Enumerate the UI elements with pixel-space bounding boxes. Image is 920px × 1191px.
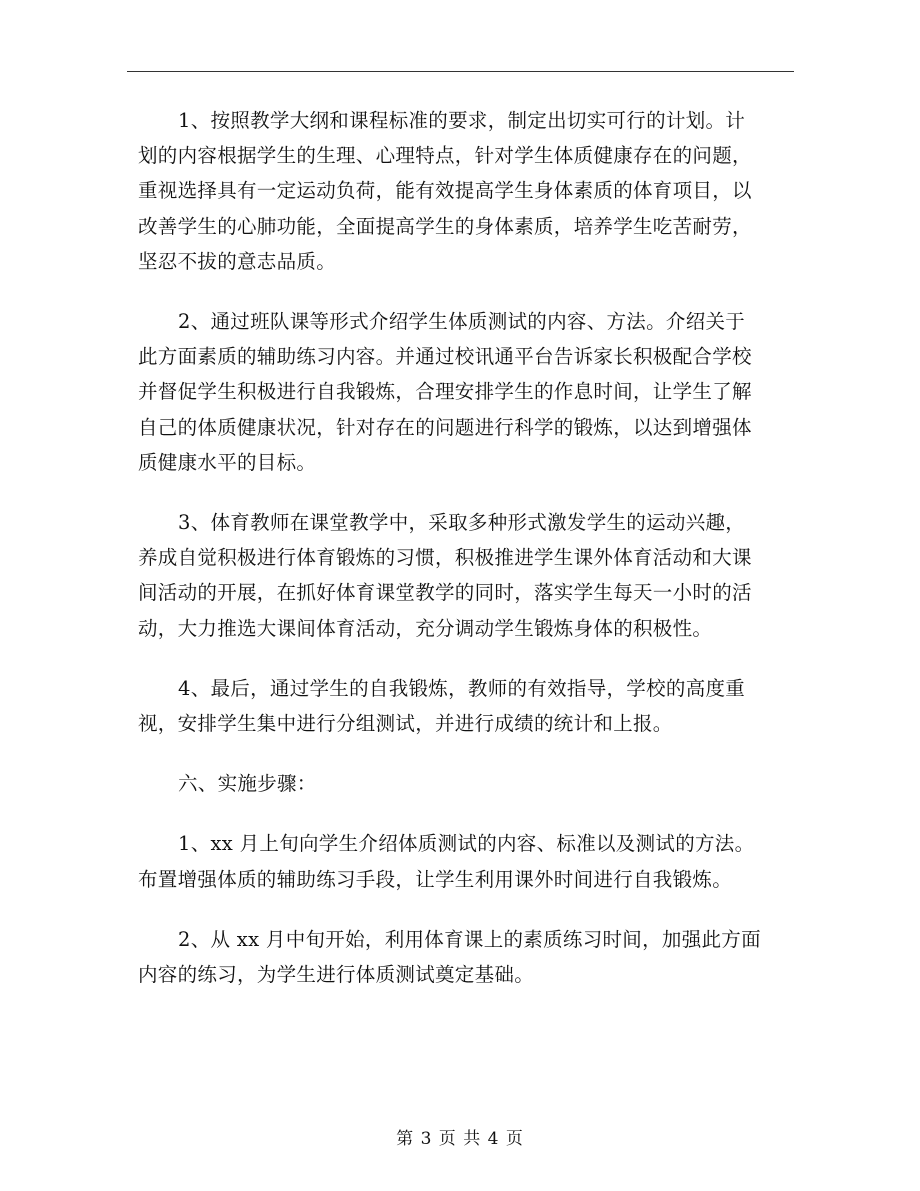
text-line: 此方面素质的辅助练习内容。并通过校讯通平台告诉家长积极配合学校	[138, 345, 752, 369]
text-line: 1、xx 月上旬向学生介绍体质测试的内容、标准以及测试的方法。	[178, 832, 755, 856]
section-heading	[138, 766, 798, 801]
paragraph-5	[138, 826, 798, 896]
paragraph-6	[138, 922, 798, 992]
paragraph-3	[138, 505, 798, 646]
header-rule	[127, 71, 794, 72]
text-line: 3、体育教师在课堂教学中，采取多种形式激发学生的运动兴趣，	[178, 511, 746, 535]
text-line: 2、从 xx 月中旬开始，利用体育课上的素质练习时间，加强此方面	[178, 927, 761, 951]
text-line: 4、最后，通过学生的自我锻炼，教师的有效指导，学校的高度重	[178, 676, 746, 700]
text-line: 并督促学生积极进行自我锻炼，合理安排学生的作息时间，让学生了解	[138, 380, 752, 404]
text-line: 改善学生的心肺功能，全面提高学生的身体素质，培养学生吃苦耐劳，	[138, 214, 752, 238]
text-line: 养成自觉积极进行体育锻炼的习惯，积极推进学生课外体育活动和大课	[138, 546, 752, 570]
document-body	[138, 103, 798, 1017]
text-line: 2、通过班队课等形式介绍学生体质测试的内容、方法。介绍关于	[178, 310, 746, 334]
text-line: 1、按照教学大纲和课程标准的要求，制定出切实可行的计划。计	[178, 109, 746, 132]
paragraph-2	[138, 304, 798, 480]
text-line: 动，大力推选大课间体育活动，充分调动学生锻炼身体的积极性。	[138, 616, 713, 640]
text-line: 视，安排学生集中进行分组测试，并进行成绩的统计和上报。	[138, 712, 673, 736]
text-line: 内容的练习，为学生进行体质测试奠定基础。	[138, 963, 535, 987]
text-line: 间活动的开展，在抓好体育课堂教学的同时，落实学生每天一小时的活	[138, 581, 752, 605]
page-footer	[0, 1124, 920, 1149]
text-line: 质健康水平的目标。	[138, 450, 317, 474]
text-line: 自己的体质健康状况，针对存在的问题进行科学的锻炼，以达到增强体	[138, 415, 752, 439]
heading-text: 六、实施步骤：	[178, 772, 317, 796]
page-number-label: 第 3 页 共 4 页	[396, 1129, 524, 1149]
text-line: 重视选择具有一定运动负荷，能有效提高学生身体素质的体育项目，以	[138, 179, 752, 203]
text-line: 划的内容根据学生的生理、心理特点，针对学生体质健康存在的问题，	[138, 144, 752, 168]
text-line: 布置增强体质的辅助练习手段，让学生利用课外时间进行自我锻炼。	[138, 867, 733, 891]
text-line: 坚忍不拔的意志品质。	[138, 249, 337, 273]
paragraph-4	[138, 671, 798, 741]
paragraph-1	[138, 103, 798, 279]
